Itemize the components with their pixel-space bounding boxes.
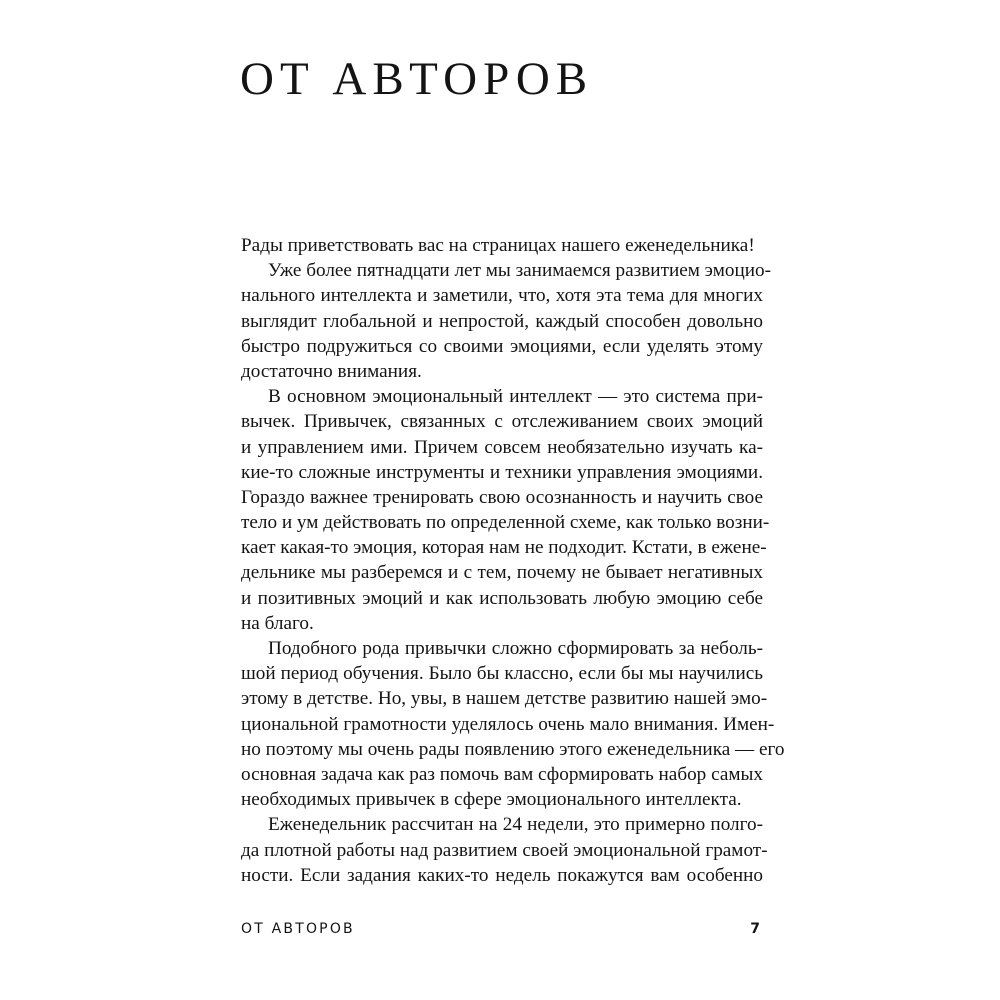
body-text [241, 233, 785, 888]
text-line: циональной грамотности уделялось очень мало внимания. Имен- [241, 713, 775, 735]
text-line: Рады приветствовать вас на страницах нашего еженедельника! [241, 235, 755, 256]
running-footer-title: ОТ АВТОРОВ [241, 921, 355, 937]
text-line: Еженедельник рассчитан на 24 недели, это примерно полго- [268, 814, 763, 836]
text-line: Подобного рода привычки сложно сформировать за неболь- [268, 638, 763, 659]
text-line: но поэтому мы очень рады появлению этого еженедельника — его [241, 738, 785, 760]
text-line: и управлением ими. Причем совсем необязательно изучать ка- [241, 436, 763, 458]
text-line: основная задача как раз помочь вам сформировать набор самых [241, 763, 763, 785]
text-line: Гораздо важнее тренировать свою осознанность и научить свое [241, 486, 763, 508]
text-line: этому в детстве. Но, увы, в нашем детстве развитию нашей эмо- [241, 688, 768, 710]
text-line: нального интеллекта и заметили, что, хотя эта тема для многих [241, 285, 763, 307]
text-line: тело и ум действовать по определенной схеме, как только возни- [241, 512, 770, 534]
text-line: дельнике мы разберемся и с тем, почему не бывает негативных [241, 562, 763, 584]
text-line: достаточно внимания. [241, 360, 422, 382]
text-line: на благо. [241, 612, 314, 634]
text-line: В основном эмоциональный интеллект — это система при- [268, 386, 763, 408]
text-line: Уже более пятнадцати лет мы занимаемся развитием эмоцио- [268, 260, 771, 282]
page-number: 7 [750, 921, 760, 937]
text-line: ности. Если задания каких-то недель покажутся вам особенно [241, 864, 763, 886]
chapter-title: ОТ АВТОРОВ [240, 53, 594, 105]
text-line: и позитивных эмоций и как использовать любую эмоцию себе [241, 587, 763, 609]
text-line: кает какая-то эмоция, которая нам не подходит. Кстати, в еженe- [241, 537, 767, 559]
text-line: выглядит глобальной и непростой, каждый способен довольно [241, 310, 763, 332]
text-line: да плотной работы над развитием своей эмоциональной грамот- [241, 839, 768, 861]
text-line: кие-то сложные инструменты и техники управления эмоциями. [241, 461, 763, 483]
text-line: шой период обучения. Было бы классно, если бы мы научились [241, 663, 763, 685]
text-line: необходимых привычек в сфере эмоционального интеллекта. [241, 789, 742, 811]
text-line: вычек. Привычек, связанных с отслеживанием своих эмоций [241, 411, 763, 433]
text-line: быстро подружиться со своими эмоциями, если уделять этому [241, 335, 763, 357]
